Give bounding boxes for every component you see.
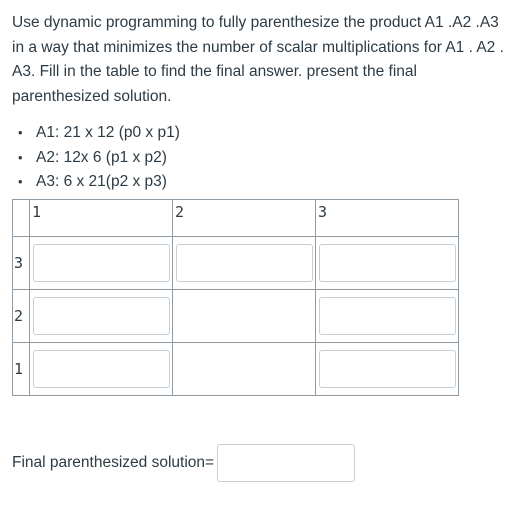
- cell-input-1-3[interactable]: [319, 350, 456, 388]
- question-line: parenthesized solution.: [12, 87, 172, 105]
- table-cell: [316, 343, 459, 396]
- final-answer-input[interactable]: [217, 444, 355, 482]
- list-item: [18, 170, 180, 195]
- table-corner-cell: [13, 200, 30, 237]
- bullet-icon: •: [18, 125, 23, 140]
- cell-input-2-3[interactable]: [319, 297, 456, 335]
- question-line: A3. Fill in the table to find the final answer. present the final: [12, 63, 417, 80]
- row-header: [13, 290, 30, 343]
- cell-input-3-2[interactable]: [176, 244, 313, 282]
- question-text: [12, 11, 524, 109]
- table-cell: [316, 237, 459, 290]
- column-header-label: 3: [318, 203, 328, 221]
- bullet-icon: •: [18, 149, 23, 165]
- column-header-label: 1: [32, 203, 42, 221]
- table-row: [13, 290, 459, 343]
- matrix-a2-dimensions: A2: 12x 6 (p1 x p2): [36, 148, 167, 166]
- column-header-label: 2: [175, 203, 185, 221]
- bullet-icon: •: [18, 174, 23, 189]
- table-cell: [173, 290, 316, 343]
- table-cell: [316, 290, 459, 343]
- row-header-label: 2: [14, 306, 24, 325]
- row-header-label: 1: [14, 359, 24, 378]
- matrix-a3-dimensions: A3: 6 x 21(p2 x p3): [36, 173, 167, 190]
- list-item: [18, 121, 180, 146]
- table-cell: [173, 343, 316, 396]
- cell-input-3-3[interactable]: [319, 244, 456, 282]
- table-cell: [30, 343, 173, 396]
- cell-input-2-1[interactable]: [33, 297, 170, 335]
- cell-input-1-1[interactable]: [33, 350, 170, 388]
- table-cell: [30, 290, 173, 343]
- final-answer-label: Final parenthesized solution=: [12, 454, 215, 471]
- final-answer-row: [12, 444, 355, 482]
- matrix-dimension-list: [18, 121, 180, 195]
- dp-table: [12, 199, 459, 396]
- row-header-label: 3: [14, 253, 24, 272]
- column-header: [316, 200, 459, 237]
- table-header-row: [13, 200, 459, 237]
- column-header: [30, 200, 173, 237]
- row-header: [13, 237, 30, 290]
- column-header: [173, 200, 316, 237]
- table-row: [13, 237, 459, 290]
- row-header: [13, 343, 30, 396]
- matrix-a1-dimensions: A1: 21 x 12 (p0 x p1): [36, 124, 180, 141]
- table-cell: [173, 237, 316, 290]
- cell-input-3-1[interactable]: [33, 244, 170, 282]
- table-row: [13, 343, 459, 396]
- list-item: [18, 146, 180, 171]
- question-line: in a way that minimizes the number of scalar multiplications for A1 . A2 .: [12, 38, 504, 56]
- table-cell: [30, 237, 173, 290]
- question-line: Use dynamic programming to fully parenthesize the product A1 .A2 .A3: [12, 14, 499, 31]
